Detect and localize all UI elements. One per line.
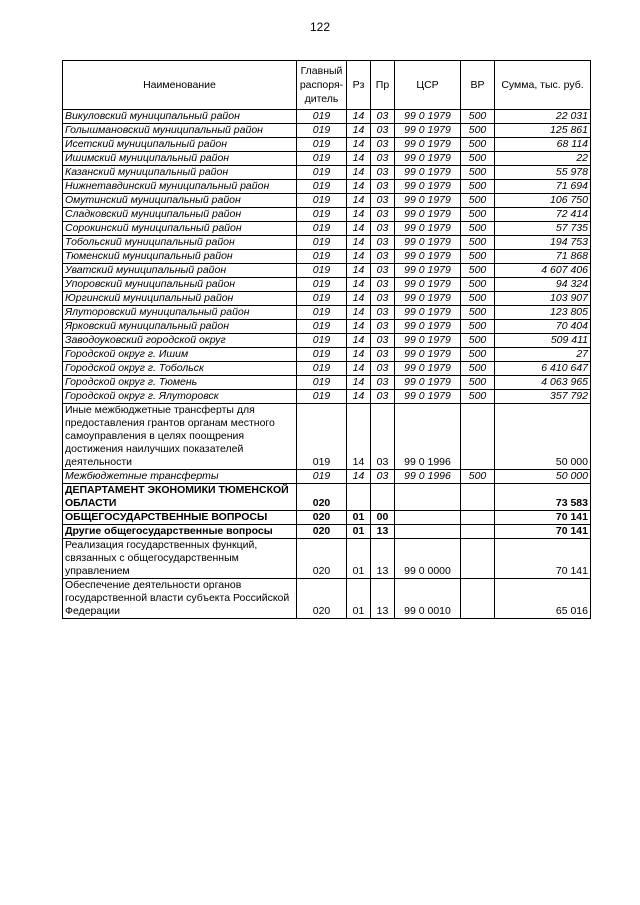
cell-vr: 500	[461, 222, 495, 236]
cell-main-manager: 019	[297, 166, 347, 180]
cell-main-manager: 020	[297, 579, 347, 619]
cell-rz: 14	[347, 390, 371, 404]
cell-sum: 94 324	[495, 278, 591, 292]
cell-sum: 103 907	[495, 292, 591, 306]
cell-sum: 22 031	[495, 110, 591, 124]
cell-pr: 13	[371, 579, 395, 619]
cell-csr: 99 0 1979	[395, 194, 461, 208]
cell-vr: 500	[461, 264, 495, 278]
cell-pr: 03	[371, 222, 395, 236]
cell-main-manager: 019	[297, 334, 347, 348]
cell-pr: 03	[371, 138, 395, 152]
cell-name: Ялуторовский муниципальный район	[63, 306, 297, 320]
header-vr: ВР	[461, 61, 495, 110]
table-row	[63, 250, 591, 264]
cell-vr	[461, 579, 495, 619]
cell-name: Нижнетавдинский муниципальный район	[63, 180, 297, 194]
cell-csr: 99 0 1979	[395, 138, 461, 152]
cell-sum: 71 694	[495, 180, 591, 194]
table-row	[63, 579, 591, 619]
cell-name: Другие общегосударственные вопросы	[63, 525, 297, 539]
cell-name: Сорокинский муниципальный район	[63, 222, 297, 236]
table-row	[63, 390, 591, 404]
cell-csr: 99 0 1979	[395, 334, 461, 348]
cell-pr: 03	[371, 250, 395, 264]
cell-csr	[395, 511, 461, 525]
table-row	[63, 278, 591, 292]
cell-rz: 14	[347, 194, 371, 208]
cell-rz: 14	[347, 208, 371, 222]
cell-main-manager: 019	[297, 264, 347, 278]
cell-rz: 14	[347, 404, 371, 470]
cell-pr: 03	[371, 194, 395, 208]
cell-rz: 14	[347, 320, 371, 334]
cell-main-manager: 019	[297, 222, 347, 236]
cell-name: Реализация государственных функций, связанных с общегосударственным управлением	[63, 539, 297, 579]
cell-vr: 500	[461, 208, 495, 222]
cell-name: Городской округ г. Тобольск	[63, 362, 297, 376]
cell-main-manager: 019	[297, 376, 347, 390]
cell-vr	[461, 484, 495, 511]
cell-main-manager: 019	[297, 320, 347, 334]
cell-sum: 4 607 406	[495, 264, 591, 278]
cell-csr: 99 0 1979	[395, 110, 461, 124]
cell-rz: 14	[347, 236, 371, 250]
cell-sum: 50 000	[495, 404, 591, 470]
cell-rz: 14	[347, 250, 371, 264]
table-row	[63, 124, 591, 138]
cell-sum: 123 805	[495, 306, 591, 320]
table-row	[63, 334, 591, 348]
cell-pr: 03	[371, 278, 395, 292]
header-sum: Сумма, тыс. руб.	[495, 61, 591, 110]
cell-sum: 70 404	[495, 320, 591, 334]
cell-pr: 03	[371, 166, 395, 180]
cell-vr: 500	[461, 278, 495, 292]
cell-vr	[461, 404, 495, 470]
cell-csr: 99 0 1979	[395, 250, 461, 264]
cell-pr: 03	[371, 320, 395, 334]
cell-name: Голышмановский муниципальный район	[63, 124, 297, 138]
cell-sum: 72 414	[495, 208, 591, 222]
cell-pr: 03	[371, 404, 395, 470]
table-row	[63, 362, 591, 376]
cell-rz: 14	[347, 376, 371, 390]
cell-sum: 71 868	[495, 250, 591, 264]
cell-csr: 99 0 1979	[395, 166, 461, 180]
cell-sum: 65 016	[495, 579, 591, 619]
cell-pr: 00	[371, 511, 395, 525]
cell-vr: 500	[461, 334, 495, 348]
table-header-row	[63, 61, 591, 110]
cell-name: Юргинский муниципальный район	[63, 292, 297, 306]
cell-vr	[461, 539, 495, 579]
cell-vr: 500	[461, 470, 495, 484]
table-row	[63, 110, 591, 124]
cell-sum: 194 753	[495, 236, 591, 250]
cell-vr: 500	[461, 236, 495, 250]
header-rz: Рз	[347, 61, 371, 110]
cell-csr: 99 0 1979	[395, 264, 461, 278]
cell-main-manager: 019	[297, 194, 347, 208]
cell-pr: 03	[371, 236, 395, 250]
cell-csr: 99 0 1979	[395, 124, 461, 138]
cell-name: Тюменский муниципальный район	[63, 250, 297, 264]
cell-pr: 03	[371, 376, 395, 390]
cell-pr: 13	[371, 539, 395, 579]
cell-pr: 03	[371, 348, 395, 362]
cell-sum: 357 792	[495, 390, 591, 404]
cell-main-manager: 019	[297, 110, 347, 124]
cell-main-manager: 020	[297, 511, 347, 525]
cell-main-manager: 019	[297, 278, 347, 292]
cell-rz: 14	[347, 362, 371, 376]
cell-name: Ярковский муниципальный район	[63, 320, 297, 334]
cell-csr: 99 0 0000	[395, 539, 461, 579]
table-row	[63, 511, 591, 525]
cell-vr: 500	[461, 348, 495, 362]
cell-csr: 99 0 1979	[395, 222, 461, 236]
table-row	[63, 222, 591, 236]
table-row	[63, 525, 591, 539]
header-csr: ЦСР	[395, 61, 461, 110]
cell-csr: 99 0 0010	[395, 579, 461, 619]
cell-vr: 500	[461, 180, 495, 194]
table-row	[63, 320, 591, 334]
table-row	[63, 470, 591, 484]
cell-main-manager: 019	[297, 250, 347, 264]
table-body	[63, 110, 591, 619]
cell-sum: 125 861	[495, 124, 591, 138]
table-row	[63, 208, 591, 222]
table-row	[63, 180, 591, 194]
cell-vr: 500	[461, 376, 495, 390]
table-row	[63, 404, 591, 470]
cell-rz: 14	[347, 222, 371, 236]
cell-vr: 500	[461, 152, 495, 166]
cell-name: Исетский муниципальный район	[63, 138, 297, 152]
cell-pr: 03	[371, 152, 395, 166]
cell-main-manager: 019	[297, 138, 347, 152]
cell-sum: 6 410 647	[495, 362, 591, 376]
cell-pr	[371, 484, 395, 511]
cell-pr: 03	[371, 470, 395, 484]
cell-name: Омутинский муниципальный район	[63, 194, 297, 208]
cell-main-manager: 019	[297, 404, 347, 470]
cell-name: Межбюджетные трансферты	[63, 470, 297, 484]
cell-csr: 99 0 1979	[395, 180, 461, 194]
cell-vr: 500	[461, 292, 495, 306]
cell-name: Казанский муниципальный район	[63, 166, 297, 180]
cell-vr: 500	[461, 110, 495, 124]
cell-vr: 500	[461, 362, 495, 376]
budget-table	[62, 60, 591, 619]
cell-name: Тобольский муниципальный район	[63, 236, 297, 250]
cell-sum: 70 141	[495, 539, 591, 579]
cell-pr: 03	[371, 110, 395, 124]
table-row	[63, 539, 591, 579]
cell-csr: 99 0 1979	[395, 306, 461, 320]
cell-rz: 14	[347, 278, 371, 292]
cell-name: Заводоуковский городской округ	[63, 334, 297, 348]
cell-rz: 14	[347, 166, 371, 180]
cell-sum: 57 735	[495, 222, 591, 236]
cell-csr: 99 0 1979	[395, 236, 461, 250]
cell-sum: 106 750	[495, 194, 591, 208]
cell-rz: 14	[347, 470, 371, 484]
header-main-manager: Главный распоря-дитель	[297, 61, 347, 110]
cell-sum: 27	[495, 348, 591, 362]
cell-rz: 14	[347, 180, 371, 194]
cell-csr: 99 0 1996	[395, 404, 461, 470]
cell-vr: 500	[461, 320, 495, 334]
cell-pr: 03	[371, 334, 395, 348]
cell-sum: 70 141	[495, 511, 591, 525]
cell-rz: 14	[347, 138, 371, 152]
cell-main-manager: 019	[297, 208, 347, 222]
cell-vr	[461, 511, 495, 525]
cell-sum: 50 000	[495, 470, 591, 484]
cell-name: ДЕПАРТАМЕНТ ЭКОНОМИКИ ТЮМЕНСКОЙ ОБЛАСТИ	[63, 484, 297, 511]
cell-rz: 14	[347, 152, 371, 166]
cell-csr: 99 0 1979	[395, 208, 461, 222]
cell-pr: 03	[371, 390, 395, 404]
cell-rz	[347, 484, 371, 511]
cell-csr: 99 0 1979	[395, 278, 461, 292]
cell-pr: 03	[371, 306, 395, 320]
cell-vr: 500	[461, 390, 495, 404]
cell-main-manager: 019	[297, 180, 347, 194]
cell-name: Городской округ г. Ялуторовск	[63, 390, 297, 404]
cell-name: Упоровский муниципальный район	[63, 278, 297, 292]
cell-pr: 03	[371, 208, 395, 222]
table-row	[63, 264, 591, 278]
cell-csr	[395, 525, 461, 539]
cell-main-manager: 019	[297, 348, 347, 362]
table-row	[63, 236, 591, 250]
cell-pr: 03	[371, 362, 395, 376]
cell-pr: 03	[371, 292, 395, 306]
table-row	[63, 376, 591, 390]
cell-pr: 13	[371, 525, 395, 539]
cell-rz: 01	[347, 579, 371, 619]
cell-pr: 03	[371, 264, 395, 278]
cell-rz: 14	[347, 292, 371, 306]
cell-name: Иные межбюджетные трансферты для предоставления грантов органам местного самоуправления в целях поощрения достижения наилучших показателей деятельности	[63, 404, 297, 470]
cell-csr: 99 0 1979	[395, 152, 461, 166]
table-row	[63, 306, 591, 320]
cell-rz: 14	[347, 334, 371, 348]
cell-name: Ишимский муниципальный район	[63, 152, 297, 166]
cell-vr: 500	[461, 306, 495, 320]
cell-sum: 73 583	[495, 484, 591, 511]
cell-csr: 99 0 1979	[395, 362, 461, 376]
cell-main-manager: 019	[297, 124, 347, 138]
cell-vr: 500	[461, 166, 495, 180]
cell-sum: 68 114	[495, 138, 591, 152]
cell-csr: 99 0 1979	[395, 390, 461, 404]
cell-name: Викуловский муниципальный район	[63, 110, 297, 124]
cell-sum: 4 063 965	[495, 376, 591, 390]
cell-main-manager: 020	[297, 484, 347, 511]
cell-csr	[395, 484, 461, 511]
cell-vr: 500	[461, 138, 495, 152]
cell-main-manager: 019	[297, 152, 347, 166]
table-row	[63, 348, 591, 362]
cell-csr: 99 0 1979	[395, 376, 461, 390]
cell-csr: 99 0 1979	[395, 292, 461, 306]
cell-name: Городской округ г. Ишим	[63, 348, 297, 362]
cell-csr: 99 0 1979	[395, 320, 461, 334]
table-row	[63, 484, 591, 511]
cell-main-manager: 019	[297, 236, 347, 250]
cell-main-manager: 019	[297, 362, 347, 376]
cell-main-manager: 019	[297, 470, 347, 484]
cell-main-manager: 020	[297, 525, 347, 539]
cell-sum: 70 141	[495, 525, 591, 539]
cell-name: Сладковский муниципальный район	[63, 208, 297, 222]
cell-sum: 509 411	[495, 334, 591, 348]
page-number: 122	[309, 20, 331, 34]
cell-rz: 14	[347, 348, 371, 362]
table-row	[63, 292, 591, 306]
cell-rz: 01	[347, 525, 371, 539]
cell-vr: 500	[461, 194, 495, 208]
cell-csr: 99 0 1996	[395, 470, 461, 484]
cell-sum: 55 978	[495, 166, 591, 180]
cell-main-manager: 019	[297, 292, 347, 306]
cell-vr: 500	[461, 124, 495, 138]
cell-rz: 14	[347, 110, 371, 124]
cell-pr: 03	[371, 124, 395, 138]
cell-rz: 01	[347, 539, 371, 579]
header-name: Наименование	[63, 61, 297, 110]
cell-name: Уватский муниципальный район	[63, 264, 297, 278]
header-pr: Пр	[371, 61, 395, 110]
cell-vr	[461, 525, 495, 539]
cell-name: Городской округ г. Тюмень	[63, 376, 297, 390]
cell-pr: 03	[371, 180, 395, 194]
cell-main-manager: 020	[297, 539, 347, 579]
cell-main-manager: 019	[297, 306, 347, 320]
cell-rz: 14	[347, 306, 371, 320]
table-row	[63, 194, 591, 208]
cell-main-manager: 019	[297, 390, 347, 404]
table-row	[63, 138, 591, 152]
cell-csr: 99 0 1979	[395, 348, 461, 362]
cell-name: Обеспечение деятельности органов государственной власти субъекта Российской Федерации	[63, 579, 297, 619]
table-row	[63, 152, 591, 166]
cell-rz: 14	[347, 124, 371, 138]
cell-rz: 14	[347, 264, 371, 278]
cell-vr: 500	[461, 250, 495, 264]
cell-name: ОБЩЕГОСУДАРСТВЕННЫЕ ВОПРОСЫ	[63, 511, 297, 525]
cell-rz: 01	[347, 511, 371, 525]
cell-sum: 22	[495, 152, 591, 166]
table-row	[63, 166, 591, 180]
